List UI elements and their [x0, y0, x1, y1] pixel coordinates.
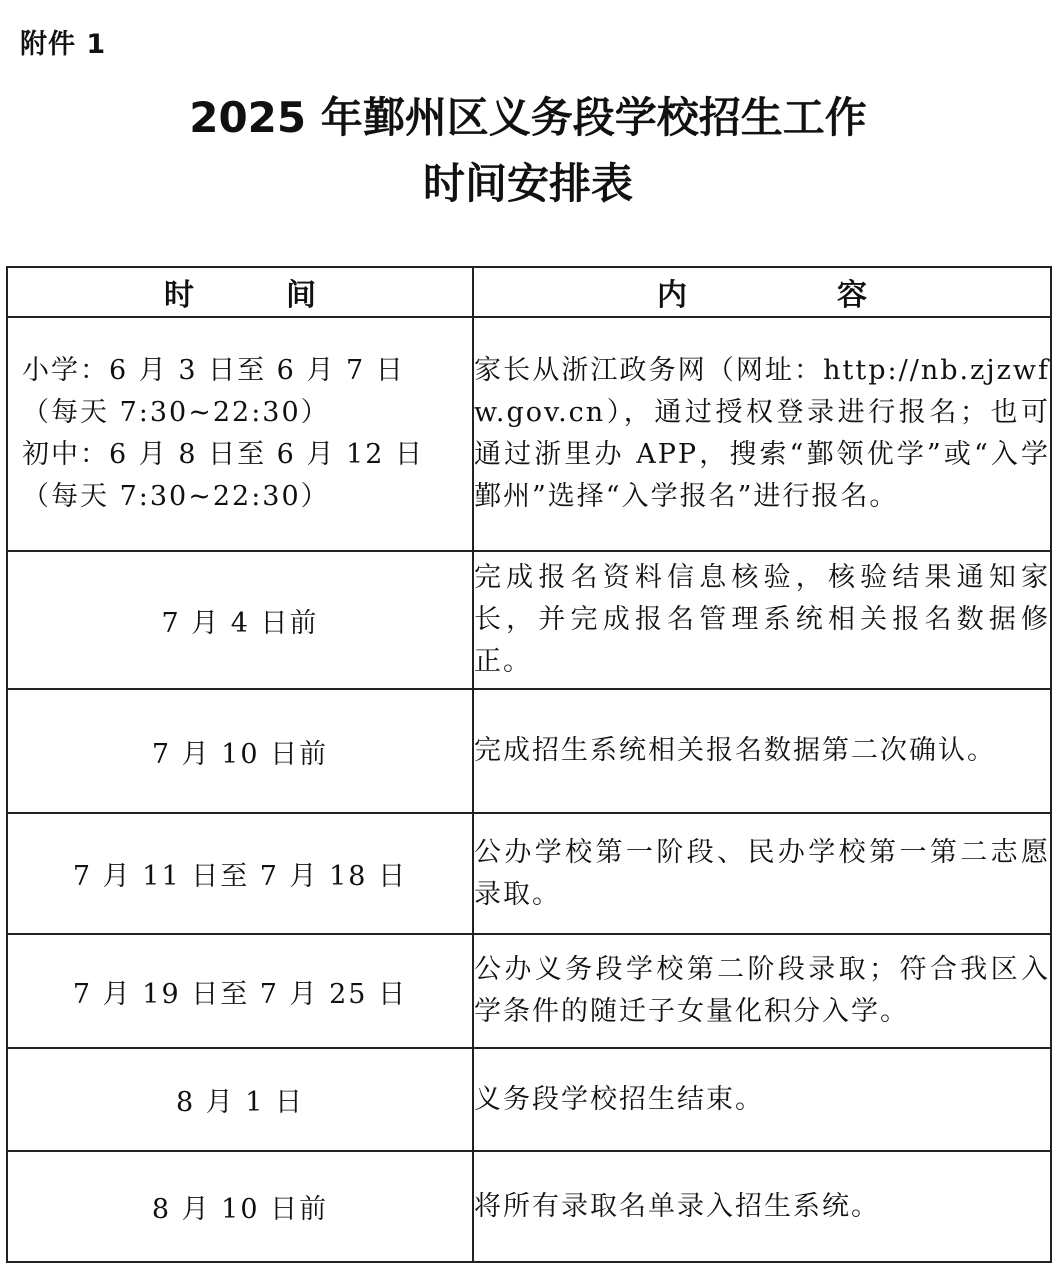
content-cell: 家长从浙江政务网（网址：http://nb.zjzwfw.gov.cn），通过授权登录进行报名；也可通过浙里办 APP，搜索“鄞领优学”或“入学鄞州”选择“入学报名”进行报名。: [473, 317, 1051, 551]
table-row: [7, 813, 1051, 934]
content-cell: 公办学校第一阶段、民办学校第一第二志愿录取。: [473, 813, 1051, 934]
table-header-row: [7, 267, 1051, 317]
attachment-label: 附件 1: [20, 29, 107, 60]
time-cell: 7 月 11 日至 7 月 18 日: [7, 813, 473, 934]
table-row: [7, 551, 1051, 689]
time-cell: 7 月 10 日前: [7, 689, 473, 813]
time-line: （每天 7:30~22:30）: [22, 397, 330, 428]
table-row: [7, 317, 1051, 551]
time-cell: 8 月 1 日: [7, 1048, 473, 1151]
document-title-line-1: 2025 年鄞州区义务段学校招生工作: [189, 93, 867, 142]
time-line: 小学：6 月 3 日至 6 月 7 日: [22, 355, 405, 386]
header-time: 时间: [7, 267, 473, 317]
document-title-line-2: 时间安排表: [422, 159, 633, 208]
content-cell: 公办义务段学校第二阶段录取；符合我区入学条件的随迁子女量化积分入学。: [473, 934, 1051, 1048]
time-line: 初中：6 月 8 日至 6 月 12 日: [22, 439, 424, 470]
table-row: [7, 689, 1051, 813]
time-cell: 7 月 19 日至 7 月 25 日: [7, 934, 473, 1048]
content-cell: 义务段学校招生结束。: [473, 1048, 1051, 1151]
table-row: [7, 934, 1051, 1048]
time-cell: 8 月 10 日前: [7, 1151, 473, 1262]
time-cell: 7 月 4 日前: [7, 551, 473, 689]
header-content: 内容: [473, 267, 1051, 317]
schedule-table: [6, 266, 1052, 1263]
table-row: [7, 1048, 1051, 1151]
time-cell: [7, 317, 473, 551]
content-cell: 完成报名资料信息核验，核验结果通知家长，并完成报名管理系统相关报名数据修正。: [473, 551, 1051, 689]
content-cell: 将所有录取名单录入招生系统。: [473, 1151, 1051, 1262]
time-line: （每天 7:30~22:30）: [22, 481, 330, 512]
table-row: [7, 1151, 1051, 1262]
content-cell: 完成招生系统相关报名数据第二次确认。: [473, 689, 1051, 813]
